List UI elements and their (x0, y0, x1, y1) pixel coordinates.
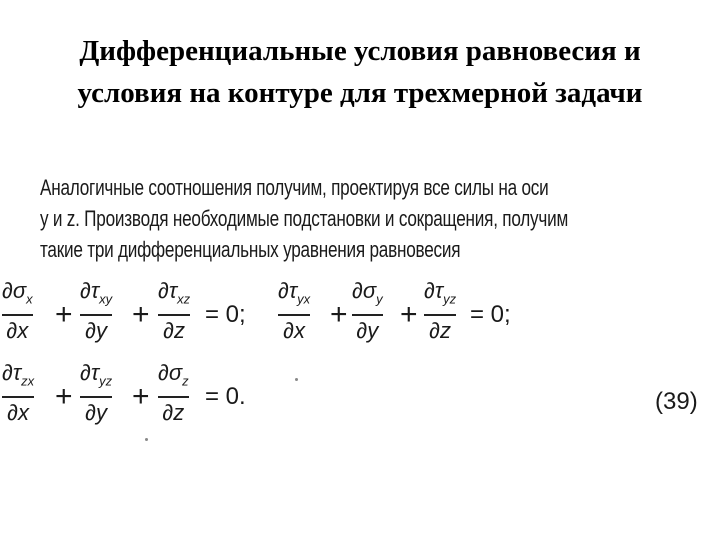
plus-sign: + (400, 298, 418, 331)
scanned-text-image (0, 160, 720, 460)
equals-zero: = 0. (205, 383, 246, 410)
title-line-2: условия на контуре для трехмерной задачи (77, 77, 643, 109)
fraction-dtau-xy: $\partial\tau_{xy}$ ∂y (80, 278, 113, 344)
fraction-dsigma-x: $\partial\sigma_x$ ∂x (2, 278, 33, 344)
scan-paragraph (40, 172, 569, 265)
fraction-dsigma-y: $\partial\sigma_y$ ∂y (352, 278, 383, 344)
plus-sign: + (55, 380, 73, 413)
paragraph-line-2: y и z. Производя необходимые подстановки и сокращения, получим (40, 206, 569, 231)
fraction-dtau-yx: $\partial\tau_{yx}$ ∂x (278, 278, 311, 344)
equation-row-1 (0, 278, 720, 348)
equation-number: (39) (655, 388, 698, 415)
plus-sign: + (330, 298, 348, 331)
fraction-dtau-yz: $\partial\tau_{yz}$ ∂y (80, 360, 113, 426)
fraction-dtau-yz: $\partial\tau_{yz}$ ∂z (424, 278, 457, 344)
fraction-dtau-xz: $\partial\tau_{xz}$ ∂z (158, 278, 191, 344)
plus-sign: + (55, 298, 73, 331)
plus-sign: + (132, 298, 150, 331)
plus-sign: + (132, 380, 150, 413)
paragraph-line-1: Аналогичные соотношения получим, проектируя все силы на оси (40, 175, 549, 200)
paragraph-line-3: такие три дифференциальных уравнения равновесия (40, 237, 461, 262)
scan-speck (145, 438, 148, 441)
equals-zero: = 0; (205, 301, 246, 328)
fraction-dtau-zx: $\partial\tau_{zx}$ ∂x (2, 360, 35, 426)
equation-row-2 (0, 360, 720, 430)
title-line-1: Дифференциальные условия равновесия и (79, 35, 641, 67)
equals-zero: = 0; (470, 301, 511, 328)
slide-title (0, 30, 720, 114)
fraction-dsigma-z: $\partial\sigma_z$ ∂z (158, 360, 189, 426)
scan-speck (295, 378, 298, 381)
